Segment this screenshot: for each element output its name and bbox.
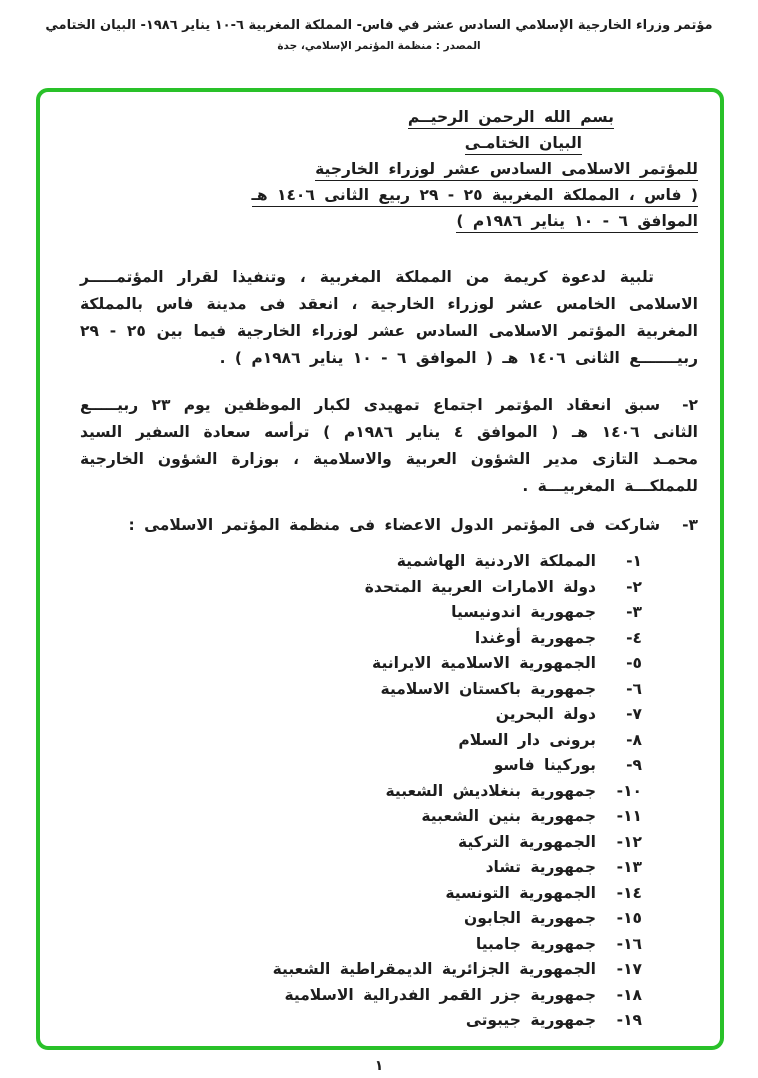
country-name: جمهورية تشاد bbox=[485, 858, 596, 876]
country-number: ٢- bbox=[626, 577, 642, 596]
country-number: ١٥- bbox=[616, 909, 642, 927]
country-name: جمهورية جامبيا bbox=[475, 934, 596, 953]
country-name: جمهورية جيبوتى bbox=[465, 1011, 596, 1029]
country-list-item bbox=[80, 881, 642, 907]
country-list-item bbox=[80, 1008, 642, 1034]
country-number: ٧- bbox=[626, 705, 642, 723]
title-gregorian-date-text: الموافق ٦ - ١٠ يناير ١٩٨٦م ) bbox=[456, 212, 698, 233]
country-number: ١٦- bbox=[616, 934, 642, 953]
paragraph-2-text: سبق انعقاد المؤتمر اجتماع تمهيدى لكبار الموظفين يوم ٢٣ ربيـــــع الثانى ١٤٠٦ هـ ( الموافق ٤ يناير ١٩٨٦م ) ترأسه سعادة السفير السيد محمـد التازى مدير الشؤون العربية والاسلامية ، بوزارة الشؤون الخارجية للمملكـــة المغربيـــة . bbox=[80, 396, 698, 495]
country-number: ١٧- bbox=[616, 960, 642, 978]
country-number: ٨- bbox=[626, 730, 642, 749]
country-list-item bbox=[80, 906, 642, 932]
basmala-line bbox=[80, 104, 698, 130]
country-name: دولة البحرين bbox=[495, 705, 596, 723]
country-number: ٣- bbox=[626, 603, 642, 621]
country-name: الجمهورية التركية bbox=[457, 832, 596, 851]
paragraph-2 bbox=[80, 392, 698, 500]
country-number: ١- bbox=[626, 552, 642, 570]
header-source-line: المصدر : منظمة المؤتمر الإسلامي، جدة bbox=[277, 40, 481, 52]
document-body bbox=[80, 104, 698, 1034]
country-number: ١٨- bbox=[616, 985, 642, 1004]
country-name: الجمهورية الاسلامية الايرانية bbox=[372, 654, 596, 672]
country-list-item bbox=[80, 626, 642, 652]
title-line-conference bbox=[80, 156, 698, 182]
country-name: جمهورية جزر القمر الفدرالية الاسلامية bbox=[284, 985, 596, 1004]
country-number: ٥- bbox=[626, 654, 642, 672]
paragraph-3-text: شاركت فى المؤتمر الدول الاعضاء فى منظمة المؤتمر الاسلامى : bbox=[128, 516, 661, 534]
country-number: ١١- bbox=[616, 807, 642, 825]
country-list-item bbox=[80, 753, 642, 779]
country-number: ١٠- bbox=[616, 781, 642, 800]
country-name: جمهورية أوغندا bbox=[474, 628, 596, 647]
country-number: ١٢- bbox=[616, 832, 642, 851]
country-name: جمهورية بنين الشعبية bbox=[421, 807, 596, 825]
country-list-item bbox=[80, 932, 642, 958]
country-list-item bbox=[80, 804, 642, 830]
title-block bbox=[80, 104, 698, 234]
paragraph-3-number: ٣- bbox=[682, 516, 698, 534]
country-list-item bbox=[80, 779, 642, 805]
country-number: ١٤- bbox=[616, 883, 642, 902]
header-title: مؤتمر وزراء الخارجية الإسلامي السادس عشر في فاس- المملكة المغربية ٦-١٠ يناير ١٩٨٦- البيان الختامي bbox=[45, 18, 713, 33]
page-number: ١ bbox=[374, 1058, 384, 1074]
title-line-gregorian-date bbox=[80, 208, 698, 234]
country-list-item bbox=[80, 575, 642, 601]
country-list-item bbox=[80, 702, 642, 728]
country-list-item bbox=[80, 830, 642, 856]
country-number: ١٩- bbox=[616, 1011, 642, 1029]
paragraph-3 bbox=[80, 512, 698, 539]
paragraph-1: تلبية لدعوة كريمة من المملكة المغربية ، وتنفيذا لقرار المؤتمـــــر الاسلامى الخامس عشر لوزراء الخارجية ، انعقد فى مدينة فاس بالمملكة المغربية المؤتمر الاسلامى السادس عشر لوزراء الخارجية فيما بين ٢٥ - ٢٩ ربيـــــــع الثانى ١٤٠٦ هـ ( الموافق ٦ - ١٠ يناير ١٩٨٦م ) . bbox=[80, 268, 698, 367]
country-list-item bbox=[80, 728, 642, 754]
country-name: جمهورية الجابون bbox=[464, 909, 596, 927]
country-list-item bbox=[80, 600, 642, 626]
country-name: الجمهورية الجزائرية الديمقراطية الشعبية bbox=[272, 960, 596, 978]
country-list-item bbox=[80, 677, 642, 703]
country-name: جمهورية بنغلاديش الشعبية bbox=[385, 781, 596, 800]
title-bayan-text: البيان الختامـى bbox=[465, 134, 582, 155]
title-conference-text: للمؤتمر الاسلامى السادس عشر لوزراء الخارجية bbox=[315, 160, 698, 181]
country-name: الجمهورية التونسية bbox=[445, 883, 596, 902]
title-line-bayan bbox=[80, 130, 698, 156]
basmala-text: بسم الله الرحمن الرحيــم bbox=[408, 108, 614, 129]
country-list-item bbox=[80, 957, 642, 983]
country-name: جمهورية باكستان الاسلامية bbox=[380, 679, 596, 698]
title-line-place-date bbox=[80, 182, 698, 208]
scanned-document-frame bbox=[36, 88, 724, 1050]
title-place-date-text: ( فاس ، المملكة المغربية ٢٥ - ٢٩ ربيع الثانى ١٤٠٦ هـ bbox=[252, 186, 698, 207]
country-name: برونى دار السلام bbox=[458, 730, 596, 749]
country-list-item bbox=[80, 983, 642, 1009]
country-number: ١٣- bbox=[616, 858, 642, 876]
country-name: دولة الامارات العربية المتحدة bbox=[364, 577, 596, 596]
page-header bbox=[0, 0, 758, 52]
country-name: المملكة الاردنية الهاشمية bbox=[396, 552, 596, 570]
country-name: جمهورية اندونيسيا bbox=[451, 603, 596, 621]
country-list-item bbox=[80, 549, 642, 575]
country-list-item bbox=[80, 855, 642, 881]
country-number: ٩- bbox=[626, 756, 642, 774]
country-list-item bbox=[80, 651, 642, 677]
country-number: ٦- bbox=[626, 679, 642, 698]
country-list bbox=[80, 549, 698, 1034]
country-number: ٤- bbox=[626, 628, 642, 647]
paragraph-2-number: ٢- bbox=[682, 396, 698, 414]
country-name: بوركينا فاسو bbox=[493, 756, 596, 774]
